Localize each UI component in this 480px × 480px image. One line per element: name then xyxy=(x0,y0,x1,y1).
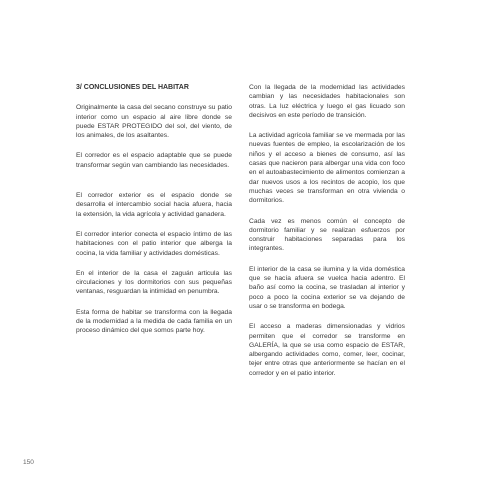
left-paragraph-4: El corredor interior conecta el espacio íntimo de las habitaciones con el patio interior que alberga la cocina, la vida familiar y actividades domésticas. xyxy=(76,230,232,257)
page-number: 150 xyxy=(23,459,34,466)
right-paragraph-3: Cada vez es menos común el concepto de dormitorio familiar y se realizan esfuerzos por construir habitaciones separadas para los integrantes. xyxy=(249,217,405,253)
left-paragraph-1: Originalmente la casa del secano construye su patio interior como un espacio al aire libre donde se puede ESTAR PROTEGIDO del sol, del viento, de los animales, de los asaltantes. xyxy=(76,104,232,140)
right-paragraph-2: La actividad agrícola familiar se ve mermada por las nuevas fuentes de empleo, la escolarización de los niños y el acceso a bienes de consumo, así las casas que nacieron para albergar una vida con foco en el autoabastecimiento de alimentos comienzan a dar nuevos usos a los recintos de acopio, los que muchas veces se transforman en otra vivienda o dormitorios. xyxy=(249,132,405,205)
left-paragraph-2: El corredor es el espacio adaptable que se puede transformar según van cambiando las necesidades. xyxy=(76,152,232,169)
section-heading: 3/ CONCLUSIONES DEL HABITAR xyxy=(76,84,189,91)
right-column xyxy=(249,83,405,389)
right-paragraph-4: El interior de la casa se ilumina y la vida doméstica que se hacía afuera se vuelca hacia adentro. El baño así como la cocina, se trasladan al interior y poco a poco la cocina exterior se va dejando de usar o se transforma en bodega. xyxy=(249,265,405,310)
left-column xyxy=(76,83,232,347)
left-paragraph-3: El corredor exterior es el espacio donde se desarrolla el intercambio social hacia afuera, hacia la extensión, la vida agrícola y actividad ganadera. xyxy=(76,192,232,218)
left-paragraph-6: Esta forma de habitar se transforma con la llegada de la modernidad a la medida de cada familia en un proceso dinámico del que somos parte hoy. xyxy=(76,308,232,335)
left-paragraph-5: En el interior de la casa el zaguán articula las circulaciones y los dormitorios con sus pequeñas ventanas, resguardan la intimidad en penumbra. xyxy=(76,269,232,296)
right-paragraph-5: El acceso a maderas dimensionadas y vidrios permiten que el corredor se transforme en GALERÍA, la que se usa como espacio de ESTAR, albergando actividades como, comer, leer, cocinar, tejer entre otras que anteriormente se hacían en el corredor y en el patio interior. xyxy=(249,323,405,377)
right-paragraph-1: Con la llegada de la modernidad las actividades cambian y las necesidades habitacionales son otras. La luz eléctrica y luego el gas licuado son decisivos en este período de transición. xyxy=(249,84,405,119)
